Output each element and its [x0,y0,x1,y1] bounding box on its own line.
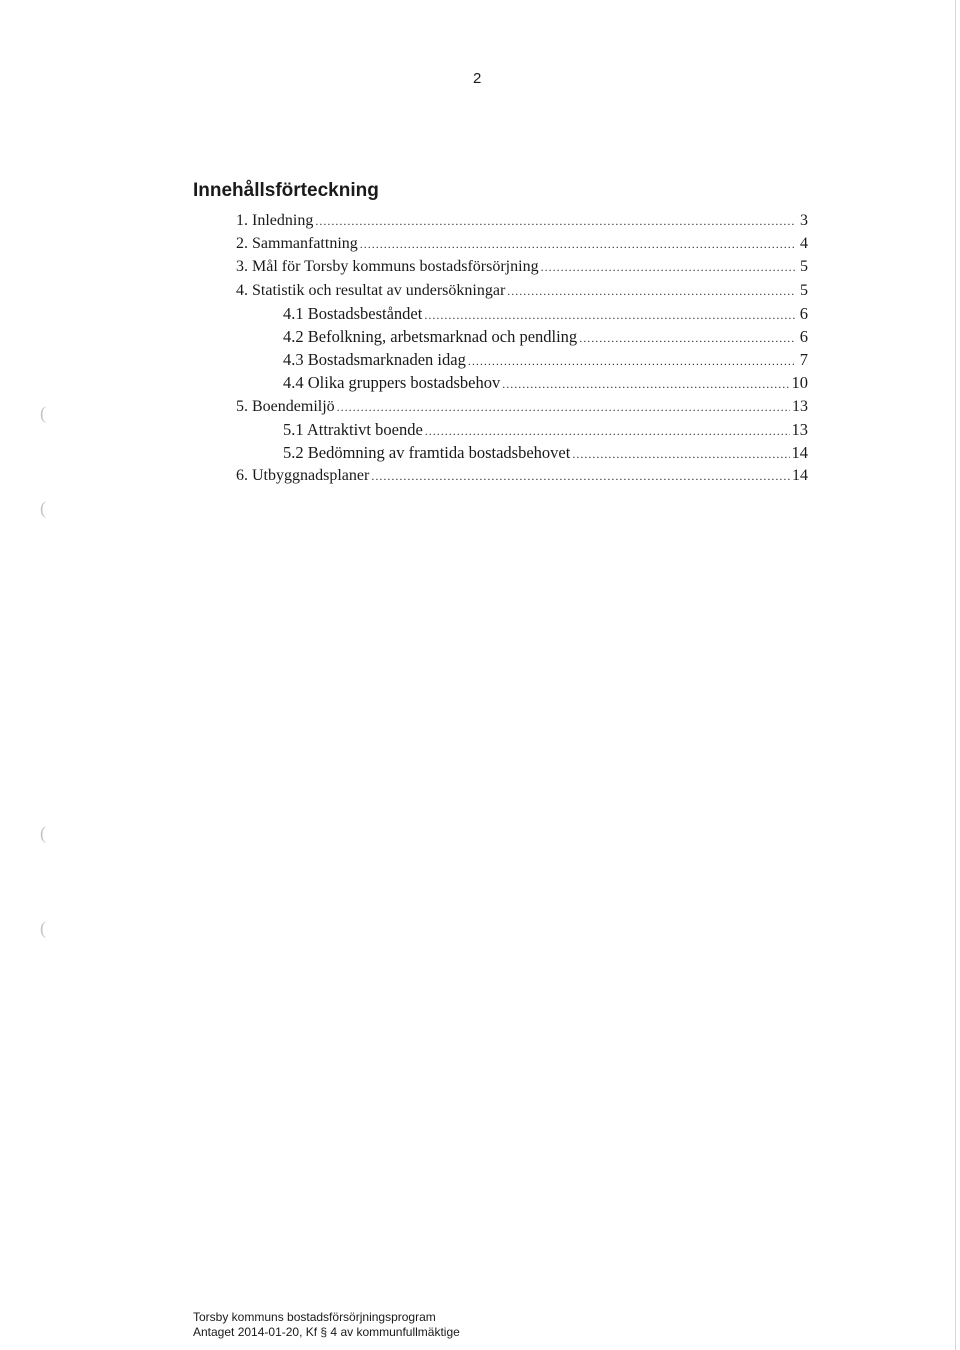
toc-entry-label: 5.1 Attraktivt boende [283,419,423,439]
toc-entry-label: 4.2 Befolkning, arbetsmarknad och pendling [283,326,578,346]
toc-entry-page: 5 [800,281,808,299]
toc-entry[interactable] [236,232,808,255]
toc-entry[interactable] [236,255,808,278]
toc-entry[interactable] [236,279,808,302]
dot-leader [360,233,796,256]
table-of-contents [236,209,808,487]
binder-hole-mark: ( [40,403,46,423]
dot-leader [424,304,796,327]
toc-entry[interactable] [236,209,808,232]
toc-entry-label: 5.2 Bedömning av framtida bostadsbehovet [283,442,571,462]
toc-entry[interactable] [236,395,808,418]
toc-entry[interactable] [236,464,808,487]
toc-entry-label: 4.3 Bostadsmarknaden idag [283,350,466,370]
toc-entry-page: 13 [792,397,808,415]
toc-entry-label: 4.4 Olika gruppers bostadsbehov [283,373,501,393]
binder-hole-mark: ( [40,823,46,843]
footer-adoption-note: Antaget 2014-01-20, Kf § 4 av kommunfullmäktige [193,1325,460,1339]
toc-entry-label: 2. Sammanfattning [236,235,358,253]
toc-subentry[interactable] [236,302,808,325]
dot-leader [579,327,796,350]
toc-subentry[interactable] [236,325,808,348]
scan-edge [955,0,956,1350]
dot-leader [425,420,790,443]
toc-entry-page: 10 [791,373,808,393]
toc-entry-label: 3. Mål för Torsby kommuns bostadsförsörjning [236,258,539,276]
footer-title: Torsby kommuns bostadsförsörjningsprogram [193,1310,436,1324]
toc-entry-label: 4. Statistik och resultat av undersökningar [236,281,506,299]
binder-hole-mark: ( [40,498,46,518]
toc-entry-label: 1. Inledning [236,212,314,229]
toc-heading: Innehållsförteckning [193,180,379,201]
toc-entry-label: 5. Boendemiljö [236,397,335,415]
toc-entry-page: 6 [799,326,808,346]
dot-leader [541,256,796,279]
toc-entry-page: 14 [791,442,808,462]
toc-entry-page: 13 [791,419,808,439]
toc-subentry[interactable] [236,371,808,394]
toc-entry-page: 4 [800,235,808,253]
dot-leader [371,465,790,488]
dot-leader [572,443,789,466]
toc-entry-page: 3 [800,212,808,229]
binder-hole-mark: ( [40,918,46,938]
toc-entry-page: 7 [799,350,808,370]
dot-leader [468,350,796,373]
page-number: 2 [473,70,482,87]
toc-subentry[interactable] [236,441,808,464]
toc-subentry[interactable] [236,348,808,371]
toc-entry-page: 5 [800,258,808,276]
toc-entry-label: 4.1 Bostadsbeståndet [283,303,423,323]
dot-leader [502,373,789,396]
toc-entry-page: 14 [792,467,808,485]
toc-entry-label: 6. Utbyggnadsplaner [236,467,370,485]
toc-entry-page: 6 [799,303,808,323]
dot-leader [507,280,796,303]
dot-leader [315,210,796,233]
dot-leader [337,396,790,419]
toc-subentry[interactable] [236,418,808,441]
page-footer [193,1310,460,1340]
